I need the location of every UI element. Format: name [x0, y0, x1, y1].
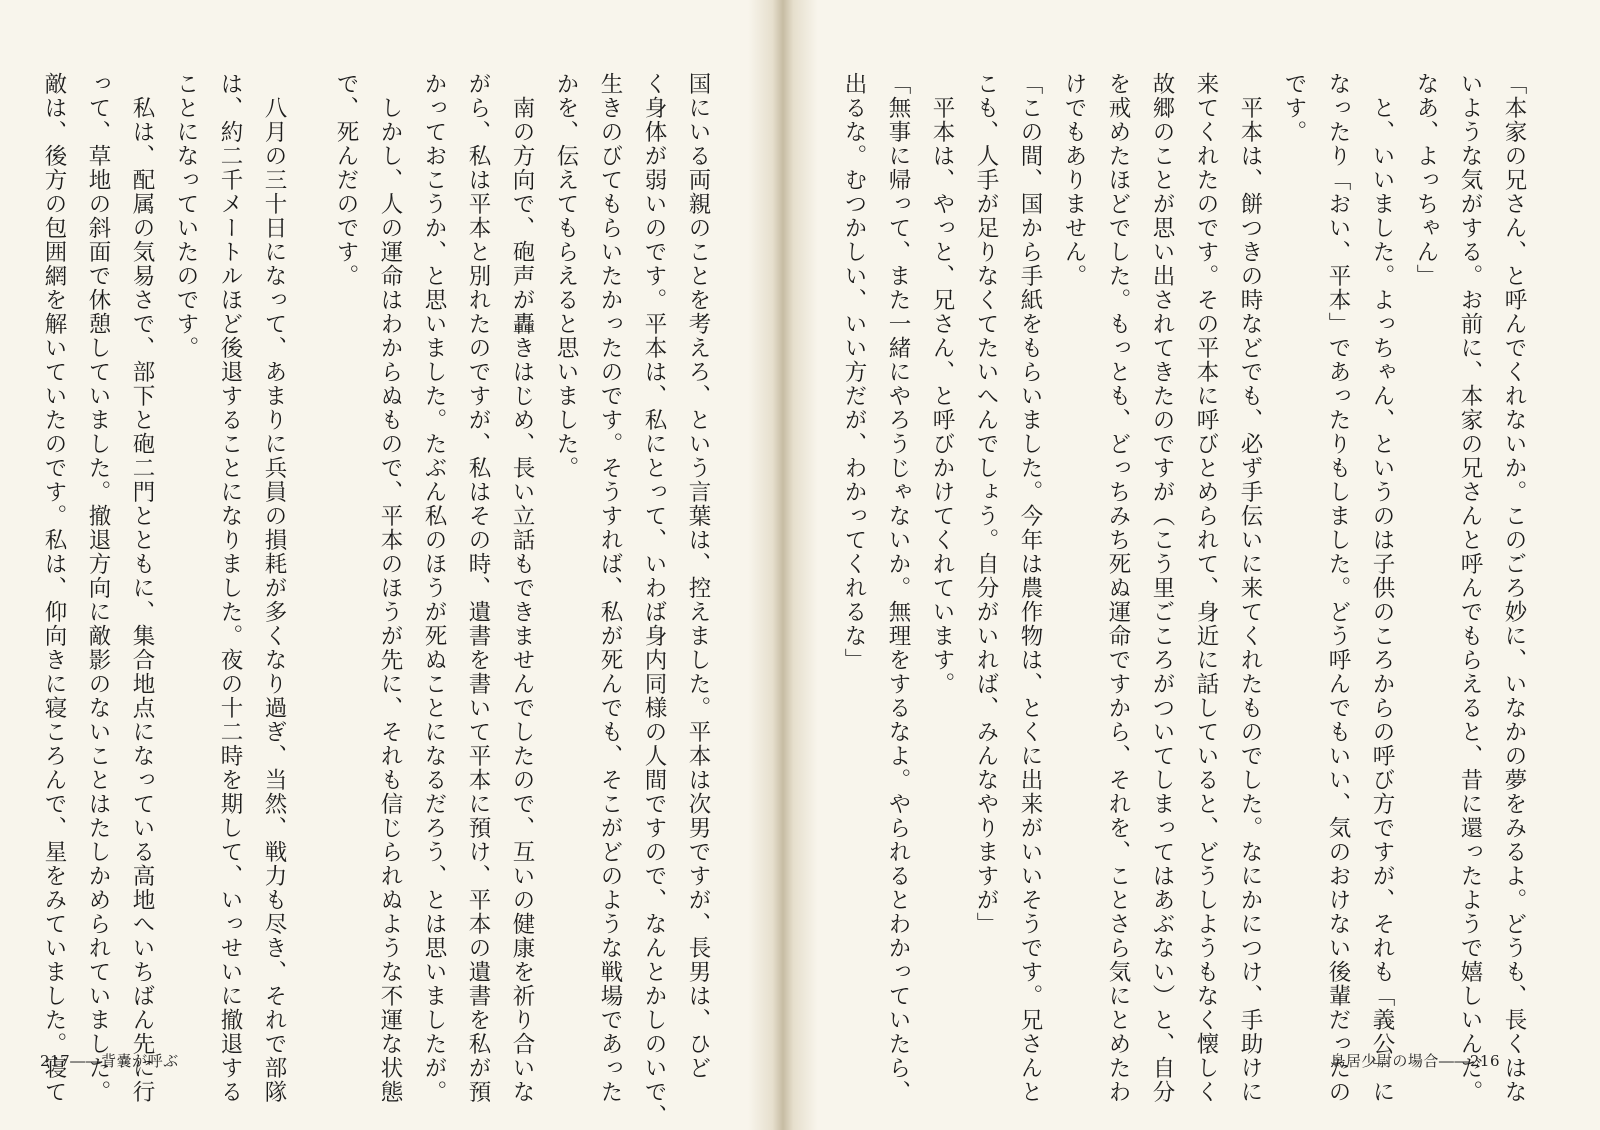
right-page-folio: 鳥居少尉の場合――216: [1330, 1052, 1500, 1070]
text-line: がら、私は平本と別れたのですが、私はその時、遺書を書いて平本に預け、平本の遺書を私が預: [465, 72, 491, 1104]
text-line: 平本は、餅つきの時などでも、必ず手伝いに来てくれたものでした。なにかにつけ、手助けに: [1237, 72, 1263, 1104]
text-line: 「本家の兄さん、と呼んでくれないか。このごろ妙に、いなかの夢をみるよ。どうも、長くはな: [1501, 72, 1527, 1104]
text-line: かっておこうか、と思いました。たぶん私のほうが死ぬことになるだろう、とは思いましたが。: [421, 72, 447, 1104]
text-line: しかし、人の運命はわからぬもので、平本のほうが先に、それも信じられぬような不運な状態: [377, 72, 403, 1104]
text-line: なあ、よっちゃん」: [1413, 72, 1439, 288]
text-line: いような気がする。お前に、本家の兄さんと呼んでもらえると、昔に還ったようで嬉しいんだ。: [1457, 72, 1483, 1104]
text-line: で、死んだのです。: [333, 72, 359, 288]
text-line: を戒めたほどでした。もっとも、どっちみち死ぬ運命ですから、それを、ことさら気にとめたわ: [1105, 72, 1131, 1104]
text-line: [296, 72, 324, 1032]
text-line: く身体が弱いのです。平本は、私にとって、いわば身内同様の人間ですので、なんとかしのいで、: [641, 72, 667, 1128]
text-line: ことになっていたのです。: [173, 72, 199, 360]
text-line: 「無事に帰って、また一緒にやろうじゃないか。無理をするなよ。やられるとわかっていたら、: [885, 72, 911, 1104]
text-line: 来てくれたのです。その平本に呼びとめられて、身近に話していると、どうしようもなく懐しく: [1193, 72, 1219, 1104]
text-line: って、草地の斜面で休憩していました。撤退方向に敵影のないことはたしかめられていました。: [85, 72, 111, 1104]
text-line: 「この間、国から手紙をもらいました。今年は農作物は、とくに出来がいいそうです。兄さんと: [1017, 72, 1043, 1104]
text-line: は、約二千メートルほど後退することになりました。夜の十二時を期して、いっせいに撤退する: [217, 72, 243, 1104]
text-line: こも、人手が足りなくてたいへんでしょう。自分がいれば、みんなやりますが」: [973, 72, 999, 936]
text-line: けでもありません。: [1061, 72, 1087, 288]
text-line: 国にいる両親のことを考えろ、という言葉は、控えました。平本は次男ですが、長男は、ひど: [685, 72, 711, 1080]
text-line: 八月の三十日になって、あまりに兵員の損耗が多くなり過ぎ、当然、戦力も尽き、それで部隊: [261, 72, 287, 1104]
text-line: 出るな。むつかしい、いい方だが、わかってくれるな」: [841, 72, 867, 672]
text-line: です。: [1281, 72, 1307, 144]
text-line: 敵は、後方の包囲網を解いていたのです。私は、仰向きに寝ころんで、星をみていました。寝て: [41, 72, 67, 1104]
text-line: 南の方向で、砲声が轟きはじめ、長い立話もできませんでしたので、互いの健康を祈り合いな: [509, 72, 535, 1104]
left-page-folio: 217――背嚢が呼ぶ: [40, 1052, 179, 1070]
text-line: 生きのびてもらいたかったのです。そうすれば、私が死んでも、そこがどのような戦場であった: [597, 72, 623, 1104]
text-line: 故郷のことが思い出されてきたのですが（こう里ごころがついてしまってはあぶない）と、自分: [1149, 72, 1175, 1104]
book-gutter: [748, 0, 818, 1130]
text-line: なったり「おい、平本」であったりもしました。どう呼んでもいい、気のおけない後輩だったの: [1325, 72, 1351, 1104]
text-line: 私は、配属の気易さで、部下と砲二門とともに、集合地点になっている高地へいちばん先に行: [129, 72, 155, 1104]
text-line: かを、伝えてもらえると思いました。: [553, 72, 579, 480]
text-line: と、いいました。よっちゃん、というのは子供のころからの呼び方ですが、それも「義公」に: [1369, 72, 1395, 1104]
text-line: 平本は、やっと、兄さん、と呼びかけてくれています。: [929, 72, 955, 696]
